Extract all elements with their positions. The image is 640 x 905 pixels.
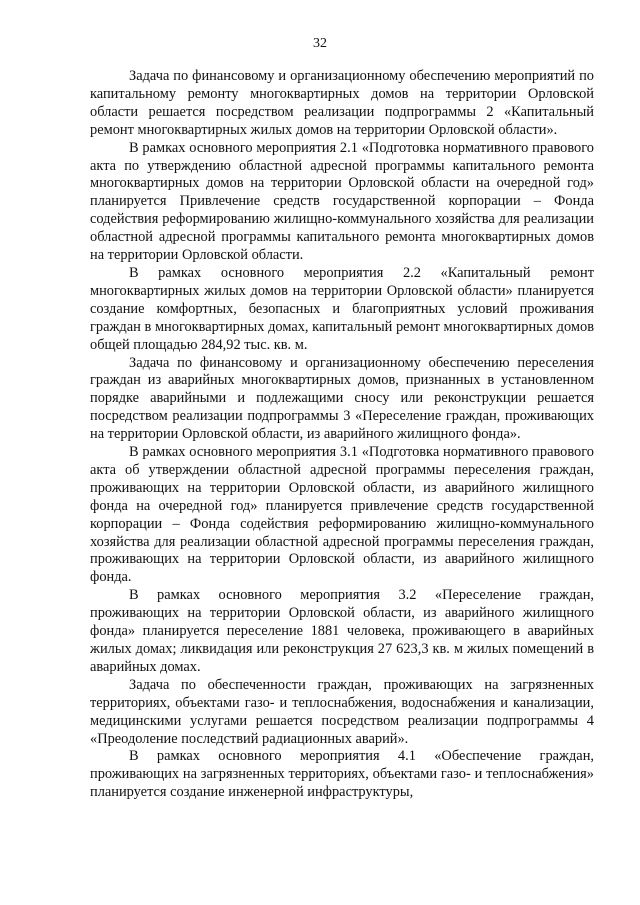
paragraph-5: В рамках основного мероприятия 3.1 «Подготовка нормативного правового акта об утверждении областной адресной программы переселения граждан, проживающих на территории Орловской области, из аварийного жилищного фонда на очередной год» планируется привлечение средств государственной корпорации – Фонда содействия реформированию жилищно-коммунального хозяйства для реализации областной адресной программы переселения граждан, проживающих на территории Орловской области, из аварийного жилищного фонда. bbox=[90, 444, 594, 586]
paragraph-2: В рамках основного мероприятия 2.1 «Подготовка нормативного правового акта по утверждению областной адресной программы капитального ремонта многоквартирных домов на территории Орловской области на очередной год» планируется Привлечение средств государственной корпорации – Фонда содействия реформированию жилищно-коммунального хозяйства для реализации областной адресной программы капитального ремонта многоквартирных домов на территории Орловской области. bbox=[90, 139, 594, 264]
paragraph-8: В рамках основного мероприятия 4.1 «Обеспечение граждан, проживающих на загрязненных территориях, объектами газо- и теплоснабжения» планируется создание инженерной инфраструктуры, bbox=[90, 748, 594, 801]
paragraph-1: Задача по финансовому и организационному обеспечению мероприятий по капитальному ремонту многоквартирных домов на территории Орловской области решается посредством реализации подпрограммы 2 «Капитальный ремонт многоквартирных жилых домов на территории Орловской области». bbox=[90, 68, 594, 138]
paragraph-6: В рамках основного мероприятия 3.2 «Переселение граждан, проживающих на территории Орловской области, из аварийного жилищного фонда» планируется переселение 1881 человека, проживающего в аварийных жилых домах; ликвидация или реконструкция 27 623,3 кв. м жилых помещений в аварийных домах. bbox=[90, 587, 594, 675]
paragraph-4: Задача по финансовому и организационному обеспечению переселения граждан из аварийных многоквартирных домов, признанных в установленном порядке аварийными и подлежащими сносу или реконструкции решается посредством реализации подпрограммы 3 «Переселение граждан, проживающих на территории Орловской области, из аварийного жилищного фонда». bbox=[90, 354, 594, 443]
page-number: 32 bbox=[313, 36, 327, 51]
paragraph-3: В рамках основного мероприятия 2.2 «Капитальный ремонт многоквартирных жилых домов на территории Орловской области» планируется создание комфортных, безопасных и благоприятных условий проживания граждан в многоквартирных домах, капитальный ремонт многоквартирных домов общей площадью 284,92 тыс. кв. м. bbox=[90, 264, 594, 353]
paragraph-7: Задача по обеспеченности граждан, проживающих на загрязненных территориях, объектами газо- и теплоснабжения, водоснабжения и канализации, медицинскими услугами решается посредством реализации подпрограммы 4 «Преодоление последствий радиационных аварий». bbox=[90, 676, 594, 747]
document-body bbox=[90, 68, 594, 802]
